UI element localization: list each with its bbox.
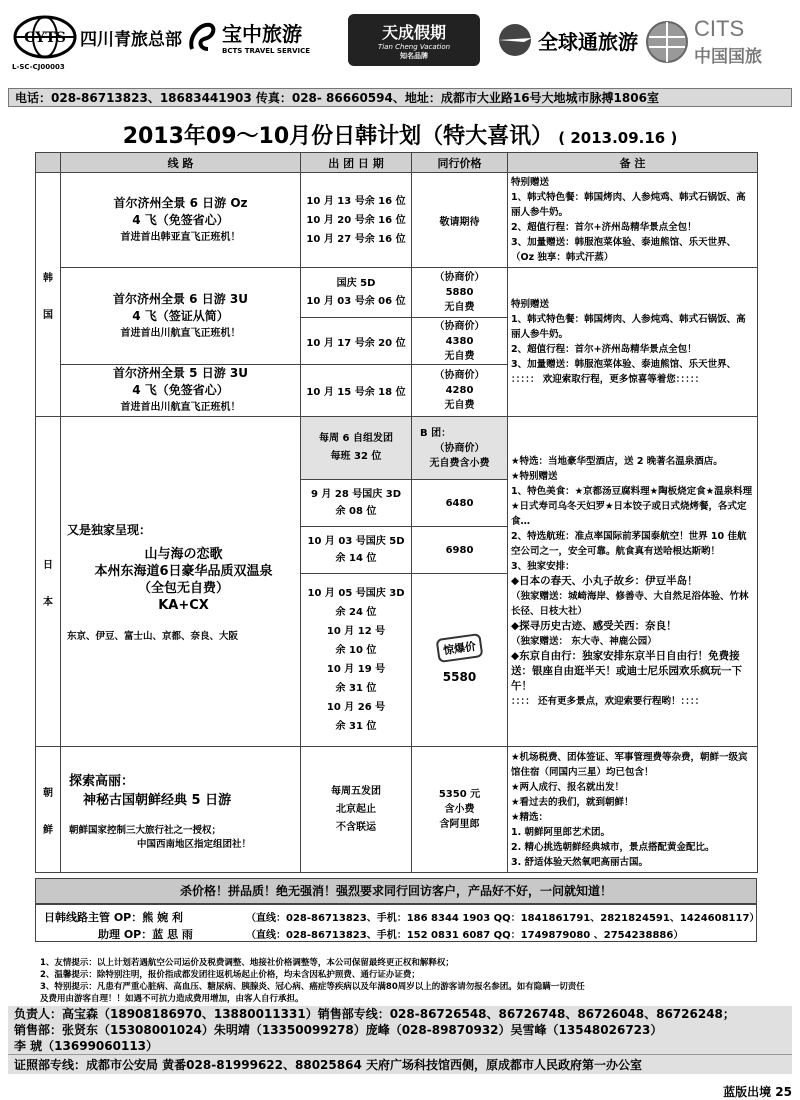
- price-cell: [412, 417, 508, 480]
- date-cell: [301, 574, 412, 747]
- note-line: 2. 精心挑选朝鲜经典城市，景点搭配黄金配比。: [511, 841, 715, 853]
- note-line: （独家赠送： 东大寺、神鹿公园）: [511, 636, 657, 647]
- plane-circle-icon: [494, 22, 536, 58]
- note-line: 3. 舒适体验天然氧吧高丽古国。: [511, 856, 649, 868]
- date-line: 每周五发团: [331, 785, 381, 797]
- cyts-logo-text: 四川青旅总部: [80, 29, 182, 50]
- date-cell: [301, 747, 412, 873]
- note-line: ★看过去的我们，就到朝鲜！: [511, 796, 634, 808]
- date-line: 10 月 26 号: [326, 702, 386, 713]
- date-cell: 10 月 15 号余 18 位: [301, 365, 412, 417]
- tiancheng-logo-subtext: Tian Cheng Vacation: [377, 42, 451, 51]
- price-line: 无自费: [444, 302, 475, 313]
- price-cell: [412, 747, 508, 873]
- date-line: 余 08 位: [335, 506, 377, 517]
- notes-cell: [508, 173, 758, 268]
- staff-line: 负责人：高宝森（18908186970、13880011331）销售部专线：028-86726548、86726748、86726048、86726248；: [14, 1007, 735, 1021]
- itinerary-table: [35, 152, 758, 873]
- note-line: 3、加量赠送：韩服泡菜体验、泰迪熊馆、乐天世界、（Oz 独享：韩式汗蒸）: [511, 237, 737, 263]
- notes-cell: [508, 268, 758, 417]
- bcts-logo-subtext: BCTS TRAVEL SERVICE: [222, 47, 311, 55]
- cits-logo-text: CITS: [694, 16, 745, 41]
- price-line: 含小费: [444, 804, 475, 815]
- cits-logo-subtext: 中国国旅: [694, 47, 762, 67]
- route-airline: 首进首出川航直飞正班机！: [120, 327, 241, 339]
- price-cell: 6980: [412, 527, 508, 574]
- tip-line: 1、友情提示：以上计划若遇航空公司运价及税费调整、地接社价格调整等，本公司保留最终更正权和解释权；: [40, 958, 454, 968]
- note-line: 1、特色美食：★京都汤豆腐料理★陶板烧定食★温泉料理★日式寿司乌冬天妇罗★日本饺子或日式烧烤餐，各式定食…: [511, 486, 753, 527]
- route-title: 首尔济州全景 6 日游 Oz: [113, 195, 248, 210]
- route-cities: 东京、伊豆、富士山、京都、奈良、大阪: [67, 631, 239, 642]
- tips-block: [40, 957, 760, 1005]
- route-authorization: 朝鲜国家控制三大旅行社之一授权；: [69, 824, 222, 836]
- note-line: 特别赠送: [511, 177, 550, 188]
- date-line: 10 月 03 号国庆 5D: [307, 536, 405, 547]
- note-line: 2、超值行程：首尔+济州岛精华景点全包！: [511, 222, 697, 233]
- price-line: B 团：: [420, 427, 452, 439]
- tip-line: 3、特别提示：凡患有严重心脏病、高血压、糖尿病、胰腺炎、冠心病、癌症等疾病以及年满80周岁以上的游客请勿报名参团。如有隐瞒一切责任: [40, 982, 585, 992]
- license-number: L-SC-CJ00003: [12, 63, 65, 71]
- contact-bar: 电话：028-86713823、18683441903 传真：028- 86660594、地址：成都市大业路16号大地城市脉搏1806室: [8, 88, 792, 107]
- date-line: 余 31 位: [335, 683, 377, 694]
- hot-price-badge: 惊爆价: [436, 633, 484, 663]
- route-flight: 4 飞（免签省心）: [132, 383, 229, 397]
- price-cell: [412, 574, 508, 747]
- note-line: ★特选：当地豪华型酒店，送 2 晚著名温泉酒店。: [511, 456, 723, 467]
- note-line: ★特别赠送: [511, 471, 558, 482]
- note-line: 3、独家安排：: [511, 561, 575, 572]
- route-cell: [61, 365, 301, 417]
- quanqiutong-logo: [494, 22, 638, 58]
- route-cell: [61, 747, 301, 873]
- date-cell: [301, 268, 412, 318]
- header-price: 同行价格: [412, 153, 508, 173]
- staff-line: 李 琥（13699060113）: [14, 1039, 159, 1053]
- date-cell: [301, 480, 412, 527]
- title-date: ( 2013.09.16 ): [558, 129, 678, 147]
- slogan-banner: 杀价格！拼品质！绝无强消！强烈要求同行回访客户，产品好不好，一问就知道！: [35, 878, 757, 904]
- price-line: 无自费含小费: [429, 457, 490, 469]
- manager-contact: （直线：028-86713823、手机：186 8344 1903 QQ：1841861791、2821824591、1424608117）: [246, 913, 760, 924]
- date-line: 每班 32 位: [330, 451, 382, 462]
- price-line: 4280: [445, 385, 474, 396]
- date-line: 余 24 位: [335, 607, 377, 618]
- note-line: ◆探寻历史古迹、感受关西：奈良！: [511, 620, 677, 632]
- price-line: 无自费: [444, 350, 475, 362]
- table-row: [36, 173, 758, 268]
- date-cell: 10 月 17 号余 20 位: [301, 318, 412, 365]
- note-line: ★机场税费、团体签证、军事管理费等杂费，朝鲜一级宾馆住宿（同国内三星）均已包含！: [511, 751, 748, 778]
- header-route: 线 路: [61, 153, 301, 173]
- notes-cell: [508, 417, 758, 747]
- date-line: 10 月 27 号余 16 位: [306, 233, 406, 245]
- note-line: ★精选：: [511, 811, 549, 823]
- price-line: （协商价）: [434, 320, 485, 332]
- route-title: 首尔济州全景 5 日游 3U: [113, 366, 248, 380]
- date-line: 不含联运: [336, 821, 376, 833]
- table-row: [36, 268, 758, 318]
- page-footer: 蓝版出境 25: [723, 1085, 792, 1099]
- manager-label: 日韩线路主管 OP：熊 婉 利: [44, 911, 183, 924]
- staff-line: 销售部：张贤东（15308001024）朱明靖（13350099278）庞峰（028-89870932）吴雪峰（13548026723）: [14, 1023, 663, 1037]
- route-intro: 探索高丽：: [69, 773, 135, 789]
- logo-bar: [8, 8, 792, 86]
- route-cell: [61, 268, 301, 365]
- svg-text:CYTS: CYTS: [24, 30, 66, 46]
- route-cell: [61, 417, 301, 747]
- date-line: 10 月 05 号国庆 3D: [307, 588, 405, 599]
- date-line: 10 月 12 号: [326, 626, 386, 637]
- date-line: 10 月 20 号余 16 位: [306, 214, 406, 226]
- tiancheng-logo-text: 天成假期: [381, 22, 446, 42]
- price-line: 5880: [445, 287, 474, 298]
- note-line: ◆日本の春天、小丸子故乡：伊豆半岛！: [511, 575, 698, 587]
- page-title: [0, 119, 800, 150]
- managers-box: [35, 904, 760, 942]
- route-tag: （全包无自费）: [137, 581, 229, 596]
- price-line: （协商价）: [434, 442, 485, 454]
- route-flight: 4 飞（签证从简）: [132, 308, 229, 323]
- date-line: 10 月 19 号: [326, 664, 386, 675]
- bcts-logo: [186, 18, 310, 55]
- note-line: ◆东京自由行：独家安排东京半日自由行！免费接送：银座自由逛半天！或迪士尼乐园欢乐疯玩一下午！: [511, 650, 742, 692]
- note-line: ：：：：： 欢迎索取行程，更多惊喜等着您：：：：：: [511, 374, 705, 385]
- route-cell: [61, 173, 301, 268]
- note-line: 特别赠送: [511, 299, 550, 310]
- table-row: [36, 417, 758, 480]
- tip-line: 2、温馨提示：除特别注明，报价指成都发团往返机场起止价格，均未含因私护照费、通行证办证费；: [40, 970, 420, 980]
- note-line: 1. 朝鲜阿里郎艺术团。: [511, 826, 611, 838]
- staff-block: [8, 1006, 792, 1054]
- date-cell: [301, 417, 412, 480]
- price-line: 含阿里郎: [439, 819, 480, 830]
- tiancheng-logo-tag: 知名品牌: [400, 51, 428, 60]
- table-row: [36, 747, 758, 873]
- note-line: 2、超值行程：首尔+济州岛精华景点全包！: [511, 344, 697, 355]
- price-cell: 敬请期待: [412, 173, 508, 268]
- header-notes: 备 注: [508, 153, 758, 173]
- globe-icon: [12, 14, 78, 60]
- region-japan: 日 本: [36, 417, 61, 747]
- price-cell: 6480: [412, 480, 508, 527]
- assistant-contact: （直线：028-86713823、手机：152 0831 6087 QQ：1749879080 、2754238886）: [246, 930, 684, 941]
- price-line: 5350 元: [438, 789, 481, 800]
- price-cell: [412, 318, 508, 365]
- region-dprk: 朝 鲜: [36, 747, 61, 873]
- route-flight: KA+CX: [158, 598, 209, 613]
- notes-cell: [508, 747, 758, 873]
- price-cell: [412, 268, 508, 318]
- price-line: 无自费: [444, 400, 475, 411]
- route-title: 神秘古国朝鲜经典 5 日游: [83, 792, 232, 808]
- tiancheng-logo: [348, 14, 480, 66]
- date-cell: [301, 173, 412, 268]
- route-subtitle: 本州东海道6日豪华品质双温泉: [94, 564, 273, 579]
- table-header: [36, 153, 758, 173]
- date-line: 余 14 位: [335, 553, 377, 564]
- route-title: 首尔济州全景 6 日游 3U: [113, 291, 248, 306]
- quanqiutong-logo-text: 全球通旅游: [538, 29, 638, 54]
- note-line: 3、加量赠送：韩服泡菜体验、泰迪熊馆、乐天世界、: [511, 359, 737, 370]
- date-line: 9 月 28 号国庆 3D: [310, 489, 402, 500]
- date-line: 国庆 5D: [336, 277, 376, 289]
- date-line: 余 31 位: [335, 721, 377, 732]
- assistant-label: 助理 OP：蓝 思 雨: [98, 928, 193, 941]
- note-line: 1、韩式特色餐：韩国烤肉、人参炖鸡、韩式石锅饭、高丽人参牛奶。: [511, 192, 746, 218]
- cert-bar: 证照部专线：成都市公安局 黄番028-81999622、88025864 天府广场科技馆西侧，原成都市人民政府第一办公室: [8, 1054, 792, 1074]
- tip-line: 及费用由游客自理！！如遇不可抗力造成费用增加，由客人自行承担。: [40, 994, 304, 1004]
- cyts-logo: [12, 14, 182, 60]
- route-designation: 中国西南地区指定组团社！: [137, 838, 252, 850]
- date-line: 余 10 位: [335, 645, 377, 656]
- note-line: 1、韩式特色餐：韩国烤肉、人参炖鸡、韩式石锅饭、高丽人参牛奶。: [511, 314, 746, 340]
- note-line: ：：：： 还有更多景点，欢迎索要行程哟！：：：：: [511, 696, 705, 707]
- title-main: 2013年09～10月份日韩计划（特大喜讯）: [122, 124, 554, 149]
- route-airline: 首进首出川航直飞正班机！: [120, 402, 241, 413]
- price-line: （协商价）: [434, 272, 485, 283]
- route-airline: 首进首出韩亚直飞正班机！: [120, 231, 241, 243]
- note-line: （独家赠送：城崎海岸、修善寺、大自然足浴体验、竹林长径、日枝大社）: [511, 591, 749, 617]
- date-cell: [301, 527, 412, 574]
- header-date: 出 团 日 期: [301, 153, 412, 173]
- route-title: 山与海の恋歌: [144, 547, 223, 562]
- date-line: 10 月 03 号余 06 位: [306, 295, 406, 307]
- price-line: （协商价）: [434, 370, 485, 381]
- cits-logo: [644, 16, 762, 67]
- route-flight: 4 飞（免签省心）: [132, 212, 229, 227]
- date-line: 10 月 13 号余 16 位: [306, 195, 406, 207]
- price-value: 5580: [442, 670, 477, 684]
- note-line: ★两人成行、报名就出发！: [511, 781, 625, 793]
- bcts-logo-text: 宝中旅游: [222, 22, 302, 46]
- cits-globe-icon: [644, 19, 690, 65]
- date-line: 每周 6 自组发团: [319, 433, 393, 444]
- date-line: 北京起止: [336, 803, 376, 815]
- price-line: 4380: [445, 335, 474, 347]
- price-cell: [412, 365, 508, 417]
- swirl-icon: [186, 19, 218, 55]
- note-line: 2、特选航班：准点率国际前茅国泰航空！世界 10 佳航空公司之一，安全可靠。航食真有送哈根达斯哟！: [511, 531, 747, 557]
- region-korea: 韩 国: [36, 173, 61, 417]
- route-intro: 又是独家呈现：: [67, 523, 152, 537]
